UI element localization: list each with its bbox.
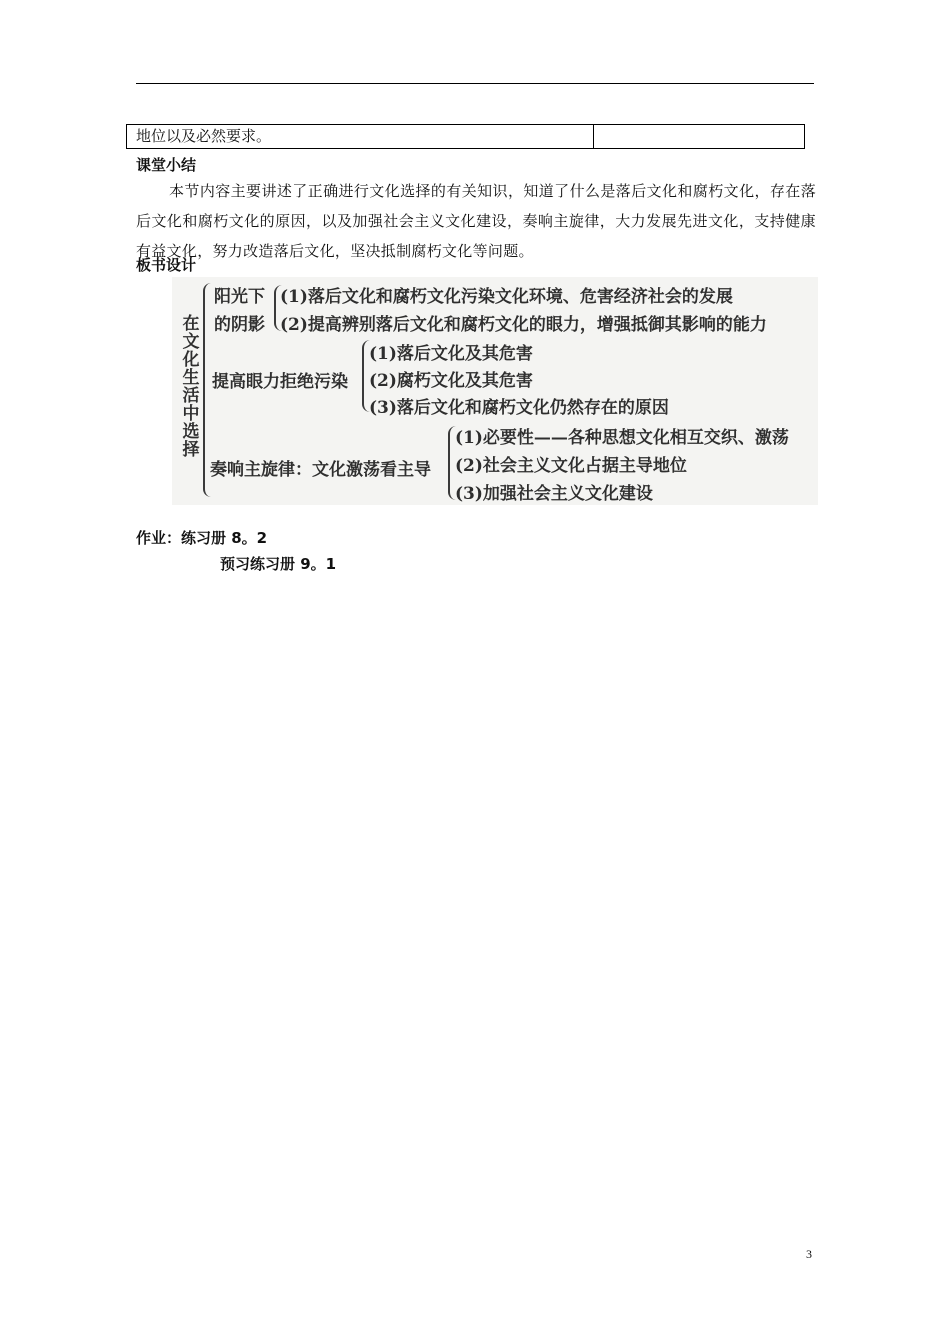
branch2-item-1: (1)落后文化及其危害 (369, 344, 533, 364)
branch3-item-1: (1)必要性——各种思想文化相互交织、激荡 (455, 428, 789, 448)
branch1-label-line2: 的阴影 (214, 315, 265, 335)
content-table-row (126, 124, 805, 149)
homework-line-1: 作业：练习册 8。2 (136, 529, 268, 547)
branch3-item-3: (3)加强社会主义文化建设 (455, 484, 653, 504)
board-title-vertical: 在 文 化 生 活 中 选 择 (182, 314, 200, 460)
branch2-label: 提高眼力拒绝污染 (212, 372, 348, 392)
table-cell-right (594, 125, 804, 148)
branch3-label: 奏响主旋律：文化激荡看主导 (210, 460, 431, 480)
table-cell-left: 地位以及必然要求。 (127, 125, 594, 148)
board-design-heading: 板书设计 (136, 256, 197, 274)
branch1-label-line1: 阳光下 (214, 287, 265, 307)
summary-heading: 课堂小结 (136, 156, 197, 174)
branch2-item-2: (2)腐朽文化及其危害 (369, 371, 533, 391)
branch3-item-2: (2)社会主义文化占据主导地位 (455, 456, 687, 476)
summary-paragraph: 本节内容主要讲述了正确进行文化选择的有关知识，知道了什么是落后文化和腐朽文化，存在落后文化和腐朽文化的原因，以及加强社会主义文化建设，奏响主旋律，大力发展先进文化，支持健康有益文化，努力改造落后文化，坚决抵制腐朽文化等问题。 (136, 182, 816, 260)
header-rule (136, 83, 814, 84)
branch2-item-3: (3)落后文化和腐朽文化仍然存在的原因 (369, 398, 669, 418)
branch1-item-1: (1)落后文化和腐朽文化污染文化环境、危害经济社会的发展 (280, 287, 733, 307)
board-design-diagram (172, 277, 818, 505)
branch1-item-2: (2)提高辨别落后文化和腐朽文化的眼力，增强抵御其影响的能力 (280, 315, 767, 335)
page-number: 3 (806, 1247, 812, 1261)
homework-line-2: 预习练习册 9。1 (220, 555, 337, 573)
